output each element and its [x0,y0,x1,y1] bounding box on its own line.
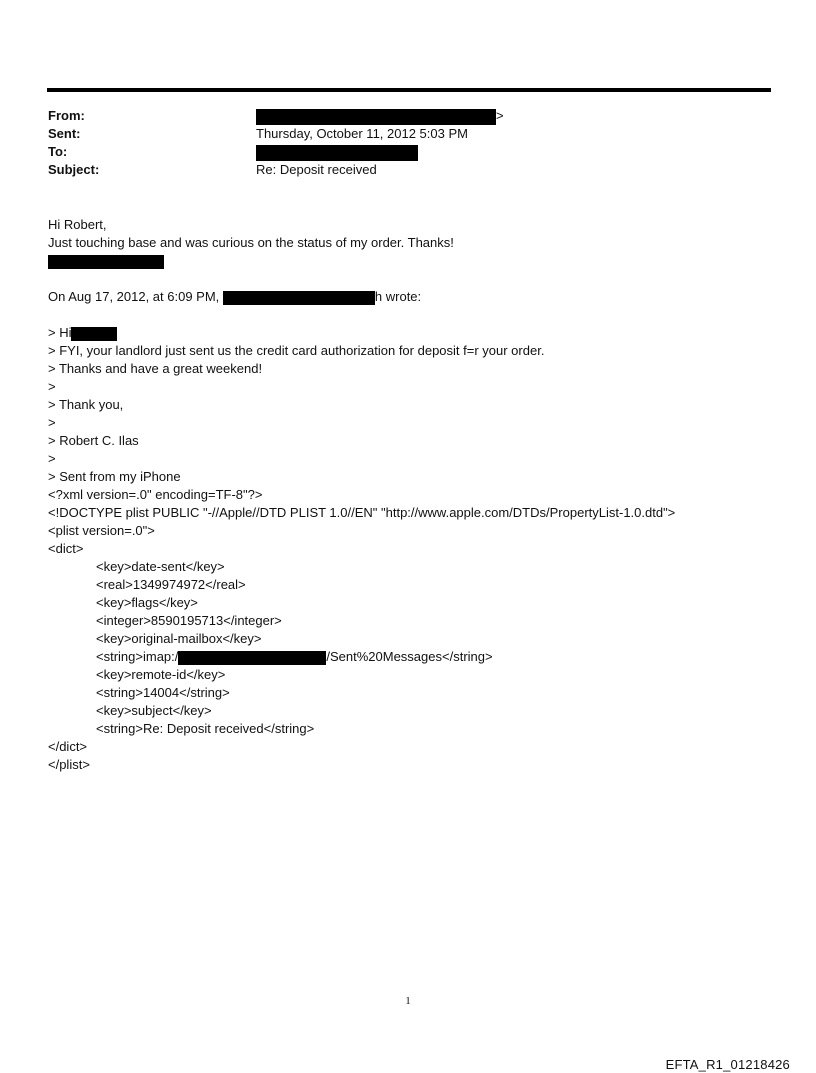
sent-label: Sent: [48,126,81,141]
email-header [48,107,748,179]
redaction-block [256,145,418,161]
imap-suffix: /Sent%20Messages</string> [326,649,493,664]
plist-line: <!DOCTYPE plist PUBLIC "-//Apple//DTD PLIST 1.0//EN" "http://www.apple.com/DTDs/PropertyList-1.0.dtd"> [48,505,676,520]
plist-line: </dict> [48,739,88,754]
greeting: Hi Robert, [48,217,107,232]
page-number: 1 [405,995,411,1007]
quote-intro-suffix: h wrote: [374,289,422,304]
message-text: Just touching base and was curious on the status of my order. Thanks! [48,235,454,250]
quoted-line: > [48,451,56,466]
redaction-block [256,109,496,125]
header-rule [47,88,771,92]
plist-line: <key>remote-id</key> [96,667,226,682]
quoted-line: > Sent from my iPhone [48,469,181,484]
quoted-line: > Thank you, [48,397,124,412]
subject-row [48,161,748,179]
redaction-block [48,255,164,269]
plist-line: <key>original-mailbox</key> [96,631,262,646]
plist-line: <string>Re: Deposit received</string> [96,721,315,736]
redaction-block [178,651,326,665]
from-value [256,107,504,125]
sent-row [48,125,748,143]
from-suffix: > [496,108,504,123]
plist-line: <key>date-sent</key> [96,559,225,574]
quoted-line: > Robert C. Ilas [48,433,139,448]
plist-line: <key>subject</key> [96,703,212,718]
from-row [48,107,748,125]
plist-line: <integer>8590195713</integer> [96,613,282,628]
document-id: EFTA_R1_01218426 [665,1057,790,1072]
quoted-hi-text: > Hi [48,325,72,340]
quoted-line: > Thanks and have a great weekend! [48,361,263,376]
quote-intro [48,288,788,306]
quoted-hi [48,324,788,342]
subject-value: Re: Deposit received [256,162,377,177]
quote-intro-prefix: On Aug 17, 2012, at 6:09 PM, [48,289,223,304]
plist-line: <key>flags</key> [96,595,198,610]
plist-line: <?xml version=.0" encoding=TF-8"?> [48,487,263,502]
from-label: From: [48,108,85,123]
sent-value: Thursday, October 11, 2012 5:03 PM [256,126,468,141]
signature-redacted [48,252,788,270]
plist-line [48,648,788,666]
redaction-block [71,327,117,341]
to-value [256,143,418,161]
plist-line: </plist> [48,757,90,772]
quoted-line: > [48,415,56,430]
email-body [48,216,788,774]
blank-line [48,270,788,288]
subject-label: Subject: [48,162,100,177]
to-label: To: [48,144,68,159]
quoted-line: > FYI, your landlord just sent us the credit card authorization for deposit f=r your order. [48,343,545,358]
redaction-block [223,291,375,305]
plist-line: <real>1349974972</real> [96,577,246,592]
plist-line: <dict> [48,541,84,556]
blank-line [48,306,788,324]
quoted-line: > [48,379,56,394]
to-row [48,143,748,161]
plist-line: <plist version=.0"> [48,523,155,538]
plist-line: <string>14004</string> [96,685,230,700]
imap-prefix: <string>imap:/ [96,649,179,664]
